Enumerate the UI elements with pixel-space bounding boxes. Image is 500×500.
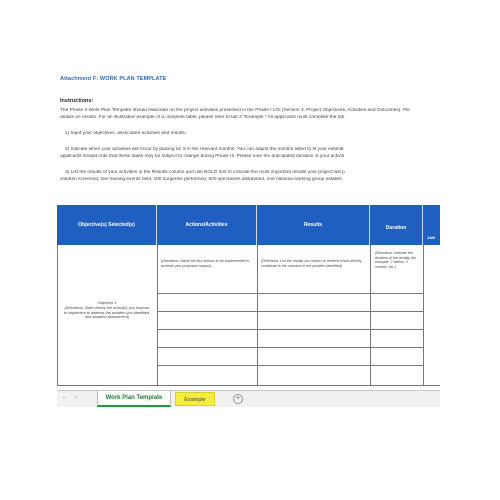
tab-nav-next-icon[interactable]: › [75,395,77,401]
header-activities[interactable]: Actions/Activities [157,205,257,245]
instruction-step: applicants should note that these dates may be subject to change during Phase III. Please note the anticipated duration of your activiti [60,154,344,159]
grid-line [157,365,423,366]
grid-line [57,245,58,385]
duration-directions: (Directions: Indicate the duration of the activity (for example, 2 weeks, 3 months, etc.) [375,251,417,269]
instruction-step: 2) Indicate when your activities will occur by placing an X in the relevant months. You can adjust the months listed to fit your estimat [65,147,344,152]
activities-directions: (Directions: Name the key actions to be implemented to achieve your proposed outputs) [161,259,250,268]
objective-number: Objective 1 [97,301,117,305]
work-plan-table [57,205,440,412]
objective-directions: (Directions: State clearly the action(s) you propose to implement to address the problem you identified, and situation assessment) [63,305,151,320]
grid-line [57,385,440,386]
header-results[interactable]: Results [257,205,370,245]
header-month[interactable] [423,205,440,245]
header-month-label: JAN [427,235,436,240]
instruction-step: 3) List the results of your activities in the Results column and use BOLD font to indicate the most important results your project will p [65,170,345,175]
grid-line [157,311,423,312]
header-duration[interactable]: Duration [370,205,423,245]
month-column[interactable] [423,245,440,385]
instruction-step: children screened, five training events held, 100 surgeries performed, 500 spectacles distributed, one national working group establis [60,177,342,182]
instruction-paragraph-line: details on results. For an illustrative example of a complete table, please refer to tab 2 "Example." All applicants must complete the tab [60,115,345,120]
results-directions: (Directions: List the results you expect to achieve which directly contribute to the outcome in the problem identified) [261,259,362,268]
instruction-paragraph-line: The Phase II Work Plan Template should elaborate on the project activities presented in the Phase I LOI (Section 3. Project Objectives, Activities and Outcomes). Ple [60,108,410,113]
tab-example[interactable]: Example [175,392,215,406]
header-objectives[interactable]: Objective(s) Selected(s) [57,205,157,245]
instructions-heading: Instructions: [60,98,94,104]
instruction-step: 1) Input your objectives, associated activities and results. [65,131,187,136]
sheet-tab-bar [57,390,440,407]
grid-line [157,245,158,385]
grid-line [157,293,423,294]
tab-nav-prev-icon[interactable]: ‹ [63,395,65,401]
add-sheet-icon[interactable]: + [233,394,243,404]
grid-line [157,347,423,348]
objective-cell[interactable] [63,301,151,320]
grid-line [423,245,424,385]
document-title: Attachment F: WORK PLAN TEMPLATE [60,76,167,82]
grid-line [370,245,371,385]
grid-line [157,329,423,330]
tab-work-plan-template[interactable]: Work Plan Template [97,391,171,407]
spreadsheet-sheet [57,62,440,412]
grid-line [257,245,258,385]
